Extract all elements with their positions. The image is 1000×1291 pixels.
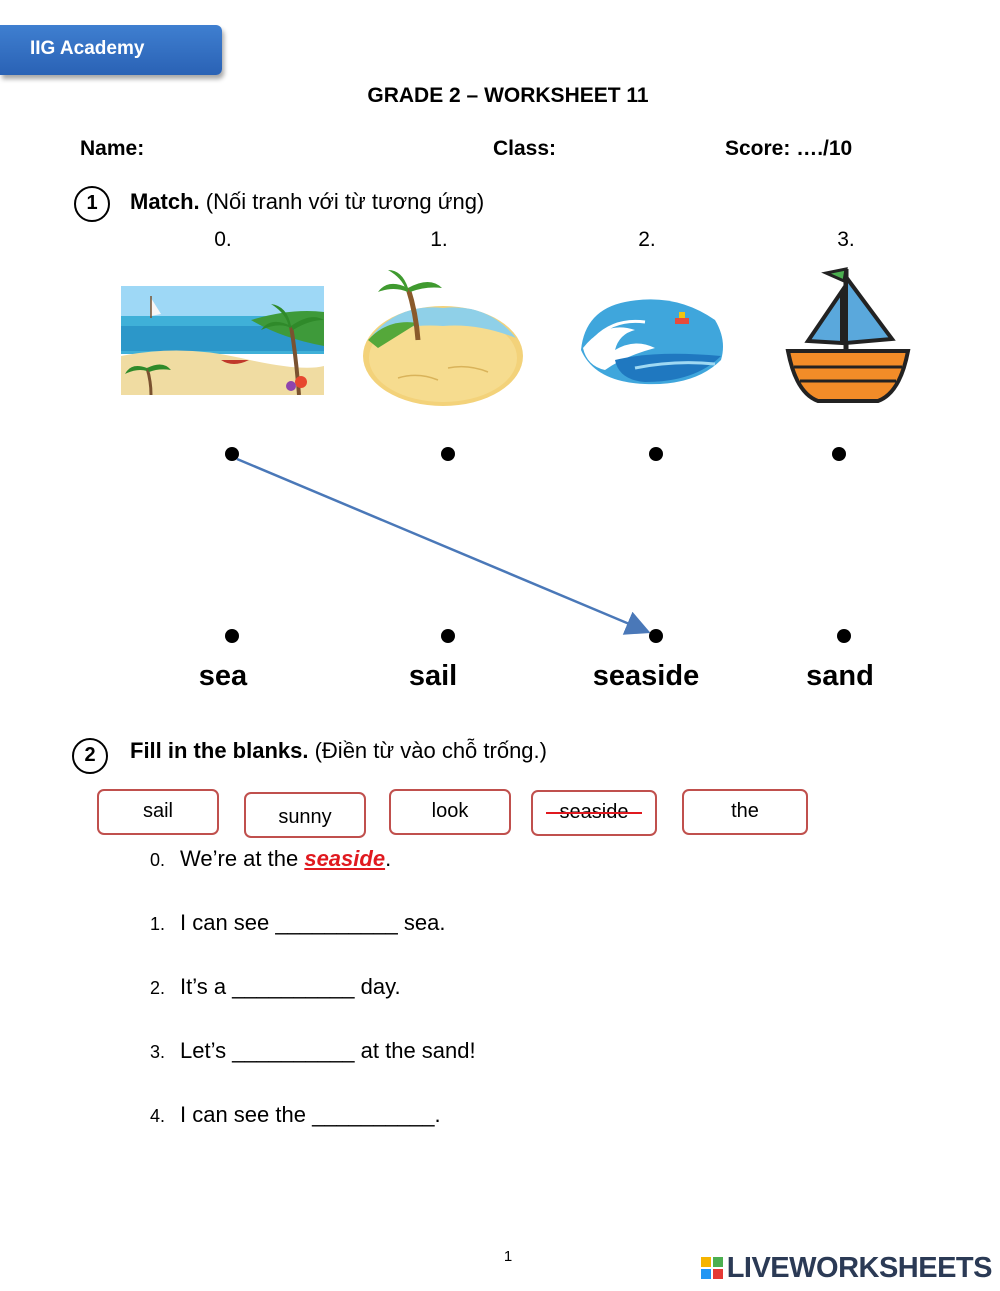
liveworksheets-icon <box>701 1257 723 1279</box>
section1-number: 1 <box>74 186 110 222</box>
match-dot-word-0[interactable] <box>225 629 239 643</box>
word-bank-seaside-text: seaside <box>560 792 629 832</box>
question-4-number: 4. <box>150 1106 166 1126</box>
question-3[interactable] <box>150 1038 476 1064</box>
brand-badge: IIG Academy <box>0 25 222 75</box>
section1-title-bold: Match. <box>130 189 200 214</box>
question-1[interactable] <box>150 910 445 936</box>
section2-title <box>130 738 547 764</box>
section2-number: 2 <box>72 738 108 774</box>
question-3-number: 3. <box>150 1042 166 1062</box>
column-number-3: 3. <box>837 228 855 251</box>
page-title: GRADE 2 – WORKSHEET 11 <box>367 84 649 107</box>
match-word-sand: sand <box>806 660 874 692</box>
question-2-text: It’s a __________ day. <box>180 974 401 999</box>
section1-title-rest: (Nối tranh với từ tương ứng) <box>199 189 485 214</box>
question-3-text: Let’s __________ at the sand! <box>180 1038 476 1063</box>
match-word-sea: sea <box>198 660 248 692</box>
question-0-answer: seaside <box>304 846 386 871</box>
score-label: Score: …./10 <box>725 137 853 160</box>
question-1-number: 1. <box>150 914 166 934</box>
question-0 <box>150 846 391 872</box>
page-number: 1 <box>503 1248 513 1265</box>
column-number-1: 1. <box>430 228 448 251</box>
question-2[interactable] <box>150 974 401 1000</box>
question-0-after: . <box>385 846 392 871</box>
match-dot-word-3[interactable] <box>837 629 851 643</box>
section2-title-rest: (Điền từ vào chỗ trống.) <box>308 738 547 763</box>
word-bank-look: look <box>389 789 511 835</box>
question-0-number: 0. <box>150 850 166 870</box>
column-number-0: 0. <box>214 228 232 251</box>
match-word-seaside: seaside <box>592 660 700 692</box>
match-dot-word-2[interactable] <box>649 629 663 643</box>
liveworksheets-logo <box>701 1252 992 1285</box>
question-2-number: 2. <box>150 978 166 998</box>
word-bank-the: the <box>682 789 808 835</box>
name-label: Name: <box>80 137 145 160</box>
question-0-before: We’re at the <box>180 846 305 871</box>
question-1-text: I can see __________ sea. <box>180 910 446 935</box>
section2-title-bold: Fill in the blanks. <box>130 738 309 763</box>
class-label: Class: <box>493 137 557 160</box>
liveworksheets-text: LIVEWORKSHEETS <box>726 1252 992 1284</box>
word-bank-sunny: sunny <box>244 792 366 838</box>
column-number-2: 2. <box>638 228 656 251</box>
question-4-text: I can see the __________. <box>180 1102 441 1127</box>
match-dot-word-1[interactable] <box>441 629 455 643</box>
match-word-sail: sail <box>408 660 458 692</box>
word-bank-sail: sail <box>97 789 219 835</box>
question-4[interactable] <box>150 1102 441 1128</box>
word-bank-seaside <box>531 790 657 836</box>
